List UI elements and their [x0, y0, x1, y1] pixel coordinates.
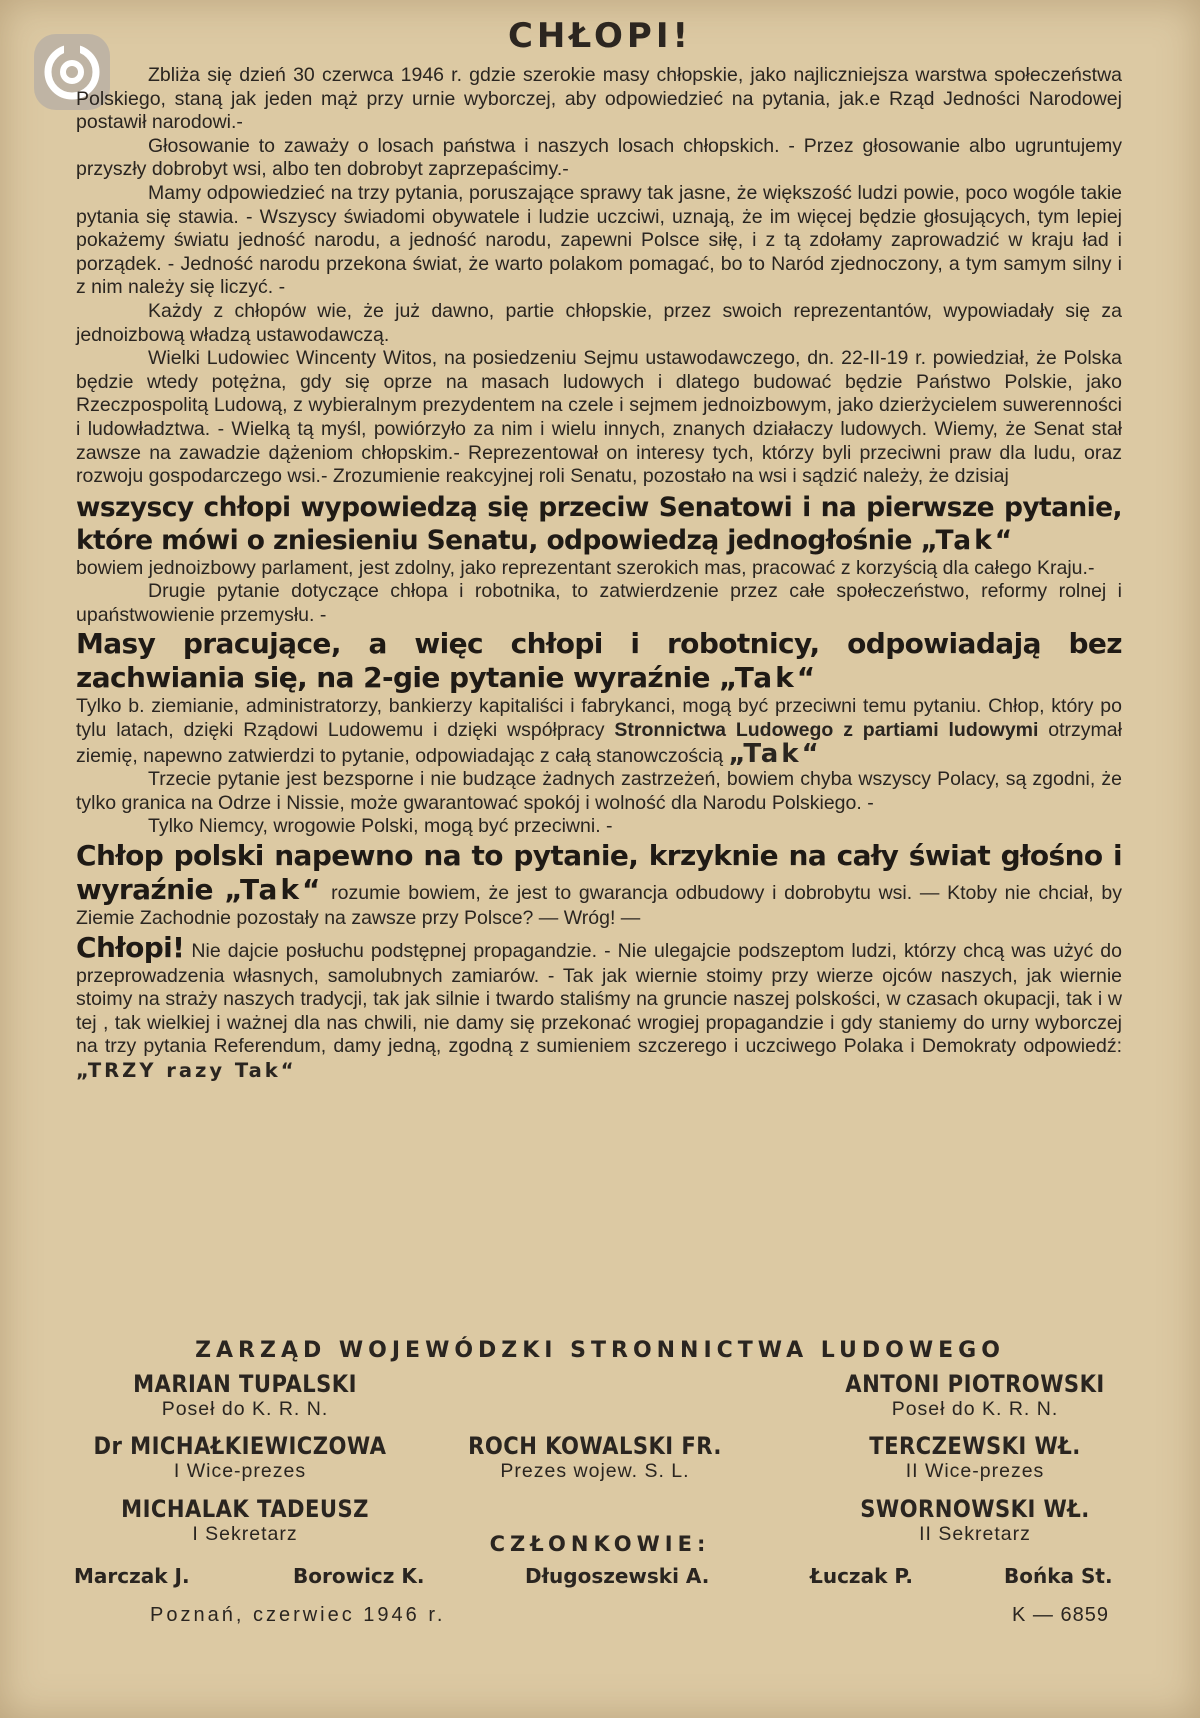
signatory	[430, 1432, 760, 1483]
signatory-role: Poseł do K. R. N.	[161, 1398, 329, 1420]
paragraph: Głosowanie to zaważy o losach państwa i naszych losach chłopskich. - Przez głosowanie albo ugruntujemy przyszły dobrobyt wsi, albo ten dobrobyt zaprzepaścimy.-	[76, 134, 1122, 181]
paragraph: Tylko Niemcy, wrogowie Polski, mogą być przeciwni. -	[148, 815, 613, 838]
paragraph: Drugie pytanie dotyczące chłopa i robotnika, to zatwierdzenie przez całe społeczeństwo, reformy rolnej i upaństwowienie przemysłu. -	[76, 580, 1122, 626]
page-title: CHŁOPI!	[507, 16, 692, 56]
slogan-question-1	[76, 491, 1122, 557]
paragraph: Trzecie pytanie jest bezsporne i nie budzące żadnych zastrzeżeń, bowiem chyba wszyscy Polacy, są zgodni, że tylko granica na Odrze i Nissie, może gwarantować spokój i wolność dla Narodu Polskiego. -	[76, 768, 1122, 814]
closing-appeal	[76, 931, 1122, 1084]
paragraph: Wielki Ludowiec Wincenty Witos, na posiedzeniu Sejmu ustawodawczego, dn. 22-II-19 r. powiedział, że Polska będzie wtedy potężna, gdy się oprze na masach ludowych i dlatego budować będzie Państwo Polskie, jako Rzeczpospolitą Ludową, z wybieralnym prezydentem na czele i sejmem jednoizbowym, jako dzierżycielem suwerenności i ludowładztwa. - Wielką tą myśl, powiórzyło za nim i wielu innych, znanych działaczy ludowych. Wiemy, że Senat stał zawsze na zawadzie dążeniom chłopskim.- Reprezentował on interesy tych, którzy byli przeciwni praw dla ludu, oraz rozwoju gospodarczego wsi.- Zrozumienie reakcyjnej roli Senatu, pozostało na wsi i sądzić należy, że dzisiaj	[76, 347, 1122, 488]
signatory-name: Dr MICHAŁKIEWICZOWA	[93, 1432, 387, 1460]
text-span: rozumie bowiem, że jest to gwarancja odbudowy i dobrobytu wsi. — Ktoby nie chciał, by Ziemie Zachodnie pozostały na zawsze przy Polsce? — Wróg! —	[76, 882, 1122, 930]
signatory-role: Poseł do K. R. N.	[891, 1398, 1059, 1420]
tak-word: „Tak“	[728, 738, 822, 769]
slogan-text: wszyscy chłopi wypowiedzą się przeciw Senatowi i na pierwsze pytanie, które mówi o zniesieniu Senatu, odpowiedzą jednogłośnie	[76, 491, 1122, 556]
signatory	[80, 1370, 410, 1421]
signatories-heading: ZARZĄD WOJEWÓDZKI STRONNICTWA LUDOWEGO	[195, 1338, 1005, 1363]
paragraph: bowiem jednoizbowy parlament, jest zdolny, jako reprezentant szerokich mas, pracować z korzyścią dla całego Kraju.-	[76, 556, 1095, 579]
signatory	[800, 1370, 1150, 1421]
paragraph: Mamy odpowiedzieć na trzy pytania, poruszające sprawy tak jasne, że większość ludzi powie, poco wogóle takie pytania się stawia. - Wszyscy świadomi obywatele i ludzie uczciwi, uznają, że im więcej będzie głosujących, tym lepiej pokażemy światu jedność narodu, a jedność narodu, zapewni Polsce siłę, i z tą zdołamy zaprowadzić w kraju ład i porządek. - Jedność narodu przekona świat, że warto polakom pomagać, bo to Naród zjednoczony, a tym samym silny i z nim należy się liczyć. -	[76, 181, 1122, 299]
signatory	[80, 1495, 410, 1546]
slogan-question-3	[76, 839, 1122, 931]
paragraph: Każdy z chłopów wie, że już dawno, partie chłopskie, przez swoich reprezentantów, wypowiadały się za jednoizbową władzą ustawodawczą.	[76, 299, 1122, 346]
text-span: Tylko b. ziemianie, administratorzy, bankierzy kapitaliści i fabrykanci, mogą być przeciwni temu pytaniu. Chłop, który po tylu latach, dzięki Rządowi Ludowemu i dzięki współpracy	[76, 695, 1122, 742]
paragraph: Zbliża się dzień 30 czerwca 1946 r. gdzie szerokie masy chłopskie, jako najliczniejsza warstwa społeczeństwa Polskiego, staną jak jeden mąż przy urnie wyborczej, aby odpowiedzieć na pytania, jak.e Rząd Jedności Narodowej postawił narodowi.-	[76, 64, 1122, 134]
paragraph	[76, 695, 1122, 768]
tak-word: „Tak“	[920, 524, 1016, 556]
leaflet-body	[76, 64, 1122, 1084]
signatory-name: SWORNOWSKI WŁ.	[860, 1495, 1090, 1523]
print-code: K — 6859	[1012, 1604, 1109, 1626]
members-heading: CZŁONKOWIE:	[489, 1532, 711, 1556]
signatory-name: ROCH KOWALSKI FR.	[468, 1432, 722, 1460]
signatory-name: MARIAN TUPALSKI	[133, 1370, 357, 1398]
signatory-role: II Sekretarz	[919, 1523, 1031, 1545]
signatory	[50, 1432, 430, 1483]
member-name: Marczak J.	[74, 1564, 190, 1588]
slogan-question-2	[76, 627, 1122, 695]
member-name: Bońka St.	[1004, 1564, 1113, 1588]
signatory-role: II Wice-prezes	[905, 1460, 1045, 1482]
appeal-heading: Chłopi!	[76, 930, 185, 964]
signatory	[820, 1495, 1130, 1546]
tak-word: „TRZY razy Tak“	[76, 1059, 297, 1082]
slogan-text: Chłop polski napewno na to pytanie, krzyknie na cały świat głośno i wyraźnie	[76, 839, 1122, 907]
text-span: otrzymał ziemię, napewno zatwierdzi to pytanie, odpowiadając z całą stanowczością	[76, 719, 1122, 767]
tak-word: „Tak“	[224, 873, 324, 907]
signatory-name: MICHALAK TADEUSZ	[121, 1495, 369, 1523]
slogan-text: Masy pracujące, a więc chłopi i robotnicy, odpowiadają bez zachwiania się, na 2-gie pytanie wyraźnie	[76, 627, 1122, 695]
tak-word: „Tak“	[719, 661, 819, 695]
member-name: Borowicz K.	[293, 1564, 425, 1588]
signatory-name: TERCZEWSKI WŁ.	[869, 1432, 1081, 1460]
emphasis-text: Stronnictwa Ludowego z partiami ludowymi	[614, 719, 1039, 742]
text-span: Nie dajcie posłuchu podstępnej propagandzie. - Nie ulegajcie podszeptom ludzi, którzy chcą was użyć do przeprowadzenia własnych, samolubnych zamiarów. - Tak jak wiernie stoimy przy wierze ojców naszych, jak wiernie stoimy na straży naszych tradycji, tak jak silnie i twardo staliśmy na gruncie naszej polskości, w czasach okupacji, tak i w tej , tak wielkiej i ważnej dla nas chwili, nie damy się przekonać wrogiej propagandzie i gdy staniemy do urny wyborczej na trzy pytania Referendum, damy jedną, zgodną z sumieniem szczerego i uczciwego Polaka i Demokraty odpowiedź:	[76, 939, 1122, 1058]
signatory-name: ANTONI PIOTROWSKI	[845, 1370, 1105, 1398]
signatory-role: I Sekretarz	[192, 1523, 298, 1545]
signatory	[820, 1432, 1130, 1483]
signatory-role: Prezes wojew. S. L.	[500, 1460, 690, 1482]
member-name: Długoszewski A.	[525, 1564, 710, 1588]
signatory-role: I Wice-prezes	[173, 1460, 307, 1482]
place-date: Poznań, czerwiec 1946 r.	[150, 1604, 446, 1626]
member-name: Łuczak P.	[810, 1564, 913, 1588]
